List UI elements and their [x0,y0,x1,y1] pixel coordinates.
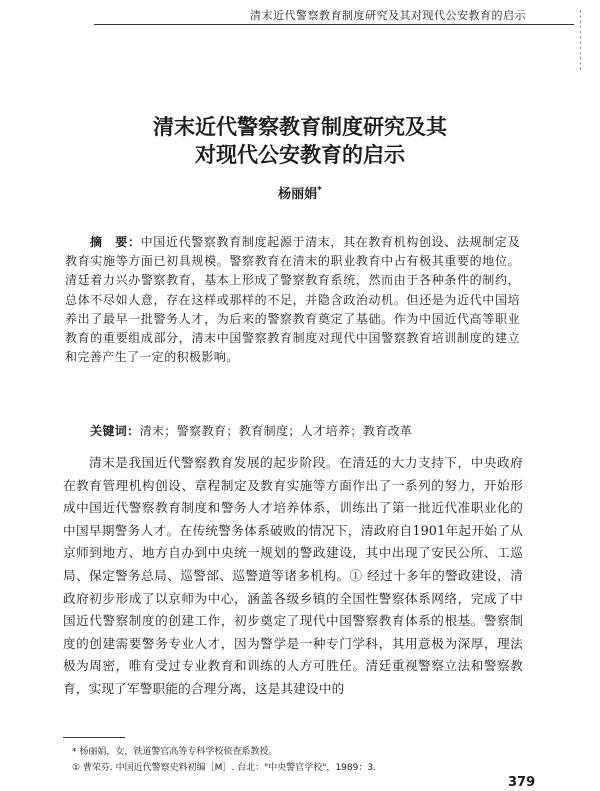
title-line-1: 清末近代警察教育制度研究及其 [153,115,447,139]
author-footnote-mark: * [317,185,322,196]
author [0,183,600,202]
author-name: 杨丽娟 [278,187,318,202]
page-number: 379 [508,775,536,790]
abstract-text: 中国近代警察教育制度起源于清末，其在教育机构创设、法规制定及教育实施等方面已初具规模。警察教育在清末的职业教育中占有极其重要的地位。清廷着力兴办警察教育，基本上形成了警察教育系统，然而由于各种条件的制约，总体不尽如人意，存在这样或那样的不足，并隐含政治动机。但还是为近代中国培养出了最早一批警务人才，为后来的警察教育奠定了基础。作为中国近代高等职业教育的重要组成部分，清末中国警察教育制度对现代中国警察教育培训制度的建立和完善产生了一定的积极影响。 [65,235,520,365]
footnote-rule [63,737,125,738]
article-title [0,113,600,169]
footnote-1: ① 曹荣芬. 中国近代警察史料初编［M］. 台北："中央警官学校"，1989：3. [72,763,376,773]
keywords-text: 清末；警察教育；教育制度；人才培养；教育改革 [139,424,413,438]
body-paragraph: 清末是我国近代警察教育发展的起步阶段。在清廷的大力支持下，中央政府在教育管理机构创设、章程制定及教育实施等方面作出了一系列的努力，开始形成中国近代警察教育制度和警务人才培养体系，训练出了第一批近代准职业化的中国早期警务人才。在传统警务体系破败的情况下，清政府自1901年起开始了从京师到地方、地方自办到中央统一规划的警政建设，其中出现了安民公所、工巡局、保定警务总局、巡警部、巡警道等诸多机构。① 经过十多年的警政建设，清政府初步形成了以京师为中心，涵盖各级乡镇的全国性警察体系网络，完成了中国近代警察制度的创建工作，初步奠定了现代中国警察教育体系的根基。警察制度的创建需要警务专业人才，因为警学是一种专门学科，其用意极为深厚，理法极为周密，唯有受过专业教育和训练的人方可胜任。清廷重视警察立法和警察教育，实现了军警职能的合理分离，这是其建设中的 [63,455,523,696]
title-line-2: 对现代公安教育的启示 [195,143,405,167]
footnote-author: * 杨丽娟，女，铁道警官高等专科学校侦查系教授。 [72,747,278,757]
scan-margin-marks [580,10,599,70]
abstract-label: 摘 要： [90,235,141,249]
running-header: 清末近代警察教育制度研究及其对现代公安教育的启示 [250,9,526,22]
abstract [65,233,520,367]
keywords-label: 关键词： [90,424,140,438]
keywords [90,422,520,440]
header-rule [94,24,574,25]
